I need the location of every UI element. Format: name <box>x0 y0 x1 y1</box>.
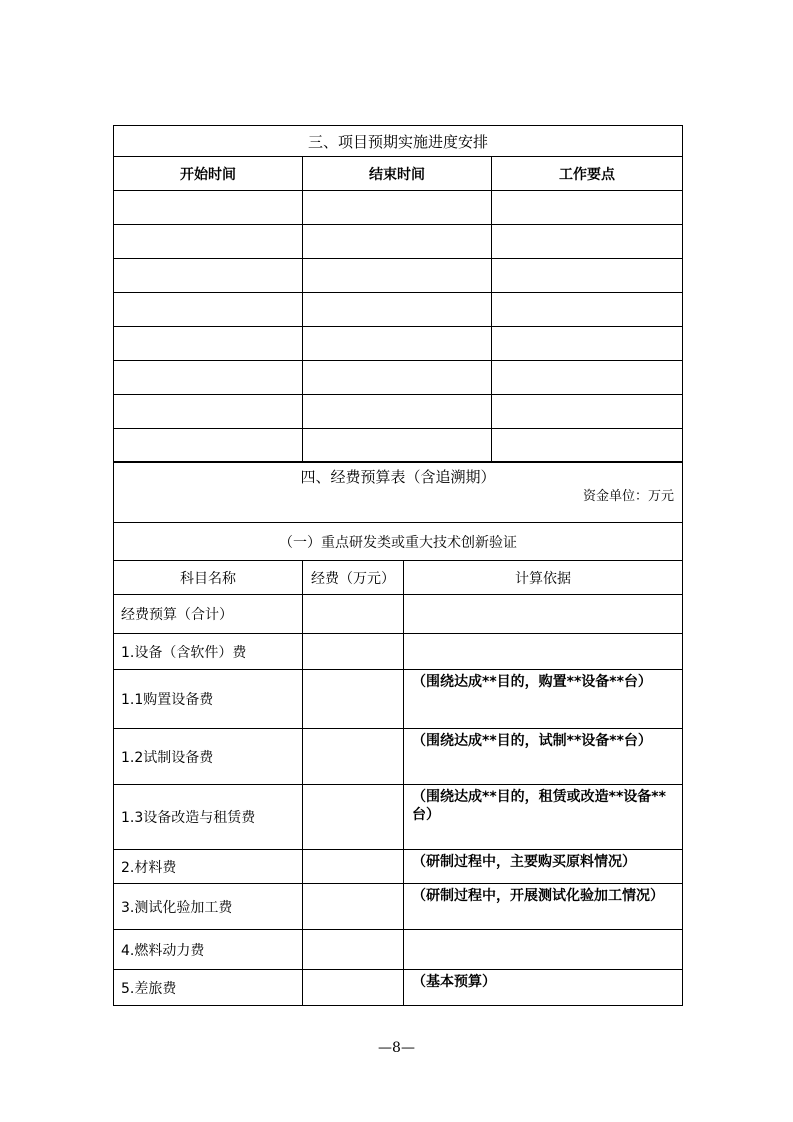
schedule-table <box>113 125 683 463</box>
work-points-cell[interactable] <box>492 225 683 259</box>
budget-table <box>113 461 683 1006</box>
start-time-cell[interactable] <box>114 395 303 429</box>
basis-cell[interactable]: （围绕达成**目的，租赁或改造**设备**台） <box>404 785 683 850</box>
amount-cell[interactable] <box>303 850 404 884</box>
start-time-cell[interactable] <box>114 327 303 361</box>
schedule-row <box>114 429 683 463</box>
budget-title-cell <box>114 462 683 523</box>
work-points-cell[interactable] <box>492 191 683 225</box>
subject-name: 经费预算（合计） <box>114 595 303 634</box>
schedule-row <box>114 225 683 259</box>
subject-name: 1.设备（含软件）费 <box>114 634 303 670</box>
amount-cell[interactable] <box>303 634 404 670</box>
budget-row <box>114 850 683 884</box>
header-work-points: 工作要点 <box>492 157 683 191</box>
end-time-cell[interactable] <box>303 429 492 463</box>
schedule-row <box>114 395 683 429</box>
subject-name: 1.1购置设备费 <box>114 670 303 729</box>
schedule-row <box>114 259 683 293</box>
subject-name: 4.燃料动力费 <box>114 930 303 970</box>
work-points-cell[interactable] <box>492 327 683 361</box>
amount-cell[interactable] <box>303 884 404 930</box>
end-time-cell[interactable] <box>303 225 492 259</box>
budget-row <box>114 634 683 670</box>
work-points-cell[interactable] <box>492 361 683 395</box>
amount-cell[interactable] <box>303 970 404 1006</box>
budget-title: 四、经费预算表（含追溯期） <box>300 468 496 486</box>
amount-cell[interactable] <box>303 729 404 785</box>
basis-cell[interactable]: （围绕达成**目的，试制**设备**台） <box>404 729 683 785</box>
schedule-title: 三、项目预期实施进度安排 <box>114 126 683 157</box>
subject-name: 2.材料费 <box>114 850 303 884</box>
end-time-cell[interactable] <box>303 259 492 293</box>
budget-row <box>114 785 683 850</box>
subject-name: 3.测试化验加工费 <box>114 884 303 930</box>
basis-cell[interactable]: （围绕达成**目的，购置**设备**台） <box>404 670 683 729</box>
subject-name: 5.差旅费 <box>114 970 303 1006</box>
end-time-cell[interactable] <box>303 361 492 395</box>
basis-cell[interactable]: （研制过程中，开展测试化验加工情况） <box>404 884 683 930</box>
subject-name: 1.2试制设备费 <box>114 729 303 785</box>
basis-cell[interactable]: （研制过程中，主要购买原料情况） <box>404 850 683 884</box>
schedule-row <box>114 191 683 225</box>
budget-subtitle: （一）重点研发类或重大技术创新验证 <box>114 523 683 561</box>
budget-row <box>114 930 683 970</box>
amount-cell[interactable] <box>303 930 404 970</box>
start-time-cell[interactable] <box>114 429 303 463</box>
start-time-cell[interactable] <box>114 361 303 395</box>
amount-cell[interactable] <box>303 785 404 850</box>
start-time-cell[interactable] <box>114 293 303 327</box>
header-end-time: 结束时间 <box>303 157 492 191</box>
work-points-cell[interactable] <box>492 395 683 429</box>
header-amount: 经费（万元） <box>303 561 404 595</box>
schedule-row <box>114 293 683 327</box>
basis-cell[interactable]: （基本预算） <box>404 970 683 1006</box>
work-points-cell[interactable] <box>492 259 683 293</box>
basis-cell[interactable] <box>404 595 683 634</box>
budget-row <box>114 884 683 930</box>
end-time-cell[interactable] <box>303 293 492 327</box>
subject-name: 1.3设备改造与租赁费 <box>114 785 303 850</box>
amount-cell[interactable] <box>303 595 404 634</box>
schedule-row <box>114 327 683 361</box>
fund-unit-label: 资金单位：万元 <box>583 489 675 504</box>
header-start-time: 开始时间 <box>114 157 303 191</box>
budget-row-total <box>114 595 683 634</box>
basis-cell[interactable] <box>404 634 683 670</box>
end-time-cell[interactable] <box>303 395 492 429</box>
start-time-cell[interactable] <box>114 191 303 225</box>
page-number: —8— <box>378 1040 415 1056</box>
budget-row <box>114 729 683 785</box>
schedule-row <box>114 361 683 395</box>
header-basis: 计算依据 <box>404 561 683 595</box>
work-points-cell[interactable] <box>492 429 683 463</box>
budget-row <box>114 670 683 729</box>
work-points-cell[interactable] <box>492 293 683 327</box>
start-time-cell[interactable] <box>114 259 303 293</box>
basis-cell[interactable] <box>404 930 683 970</box>
end-time-cell[interactable] <box>303 327 492 361</box>
start-time-cell[interactable] <box>114 225 303 259</box>
budget-row <box>114 970 683 1006</box>
end-time-cell[interactable] <box>303 191 492 225</box>
amount-cell[interactable] <box>303 670 404 729</box>
header-subject-name: 科目名称 <box>114 561 303 595</box>
